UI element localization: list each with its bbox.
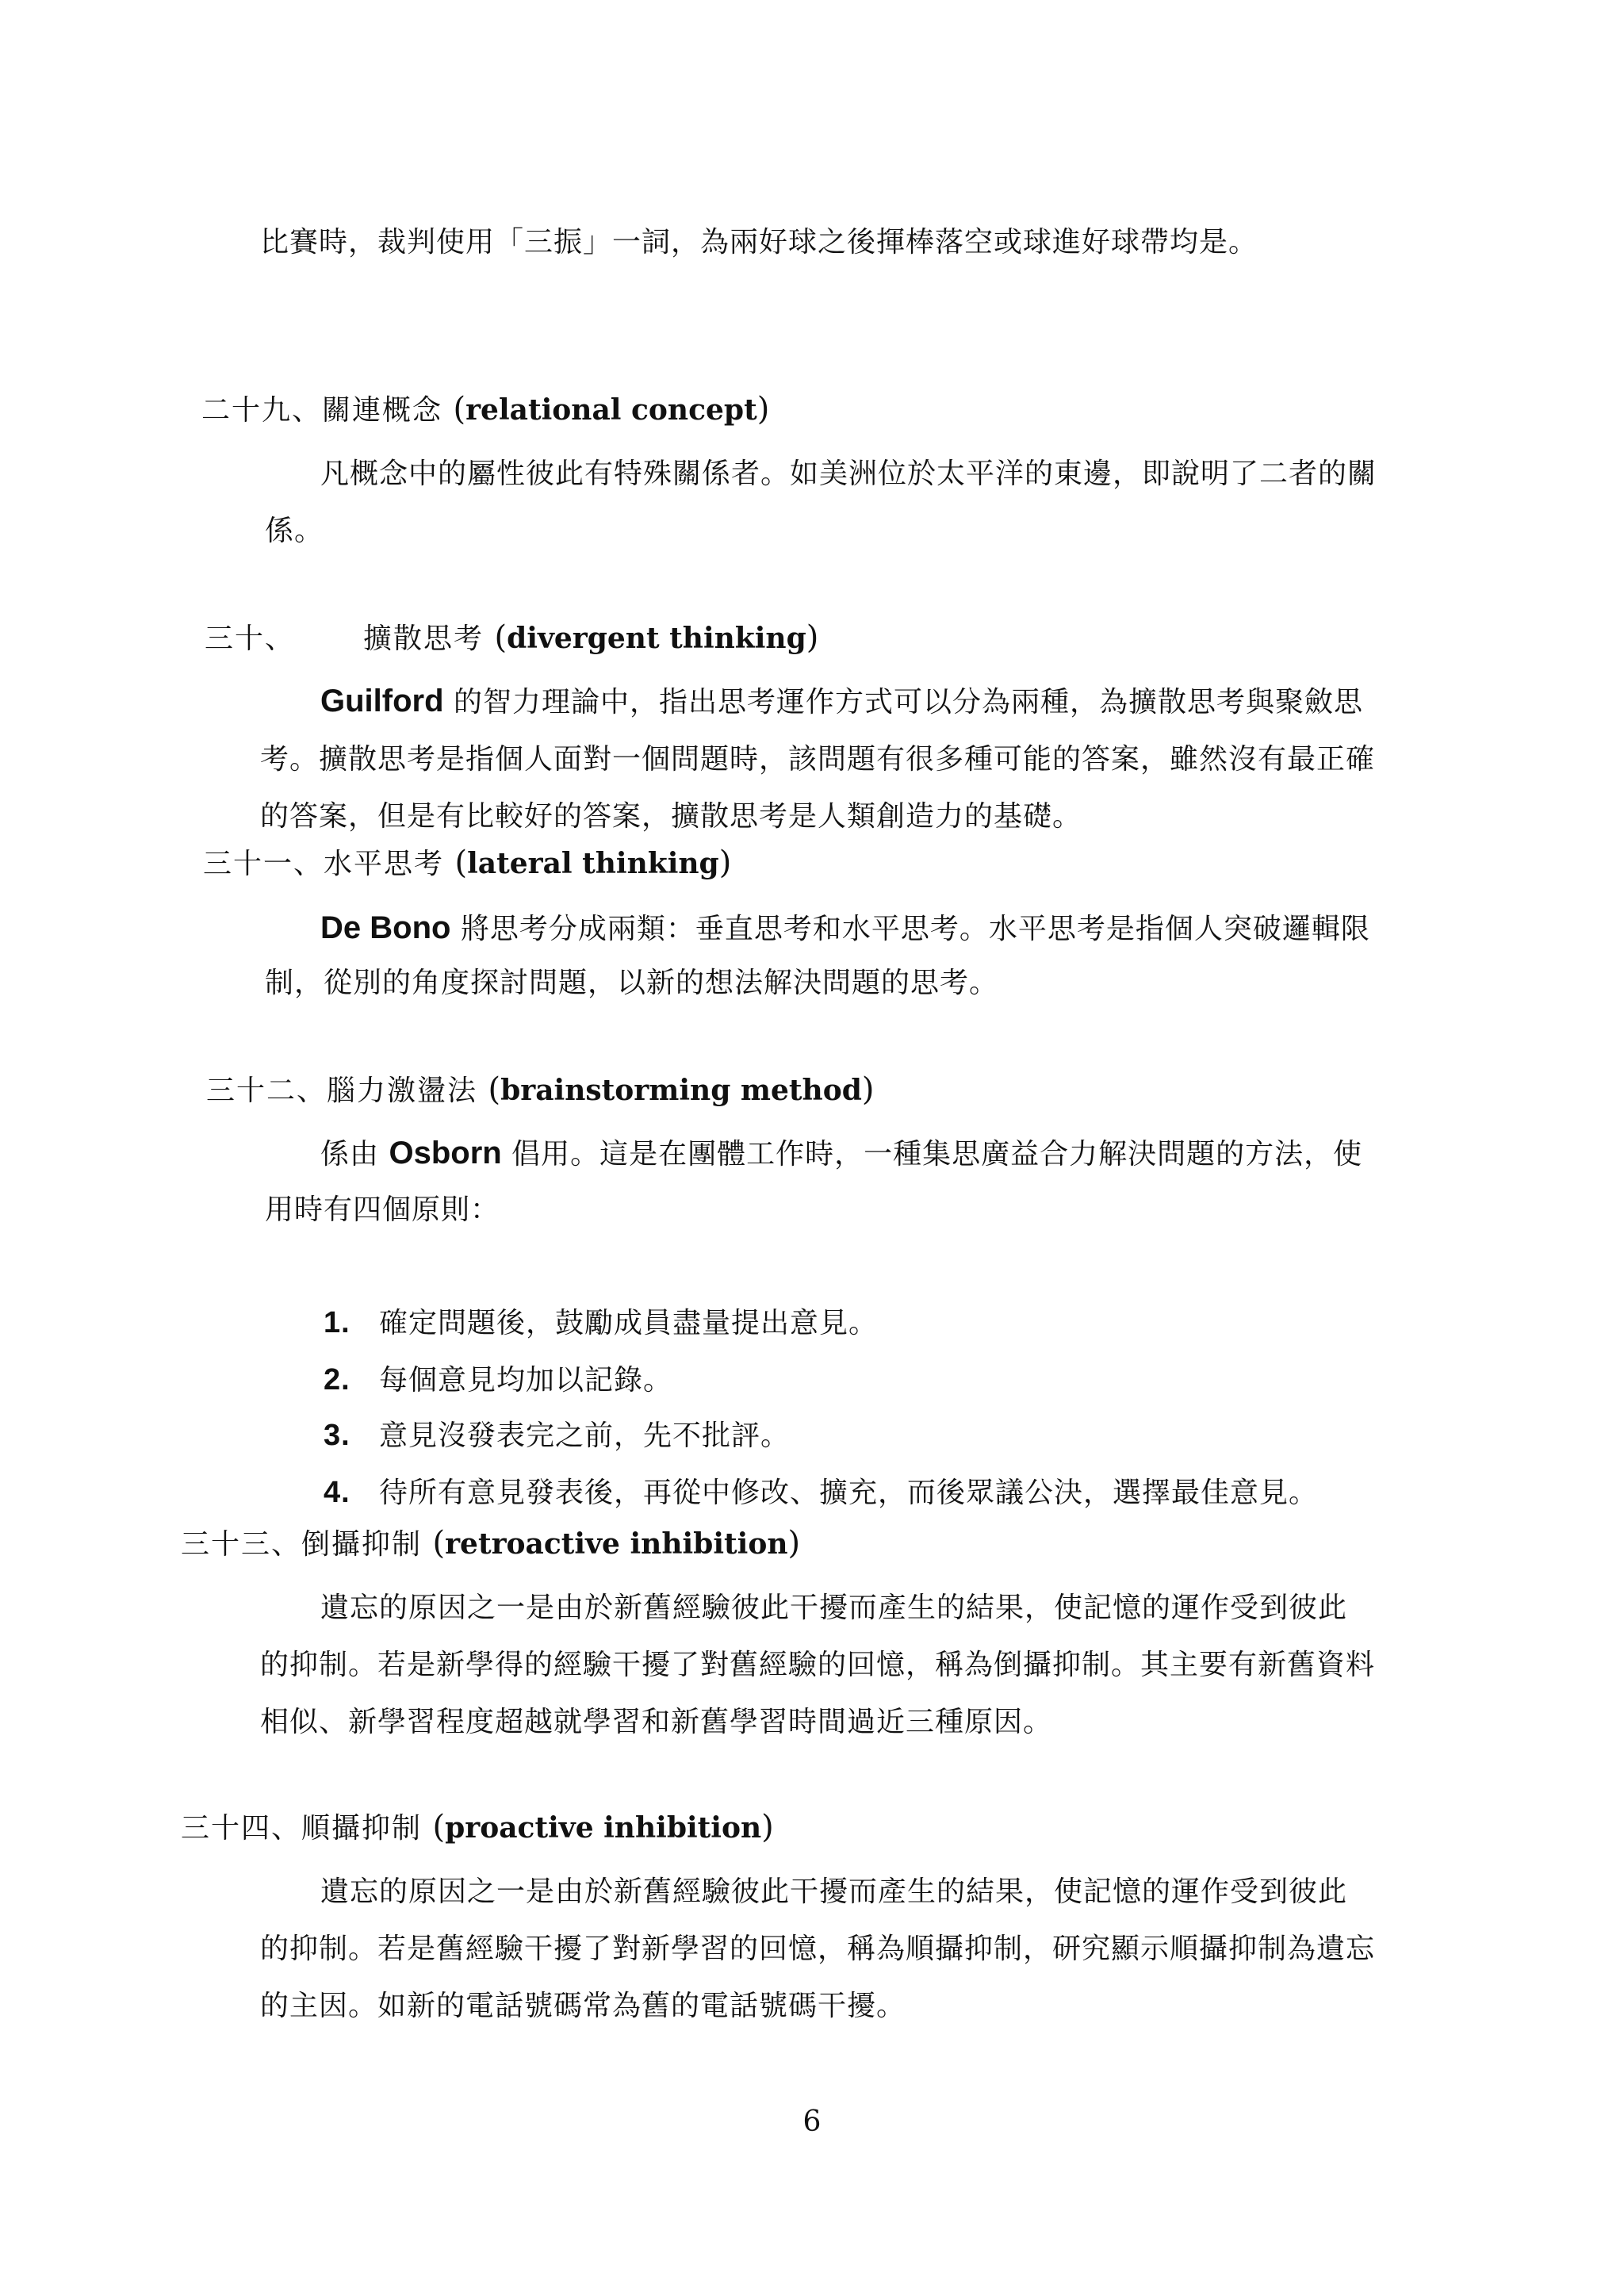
heading-30-zh: 三十、 xyxy=(205,623,296,655)
heading-32-zh: 三十二、腦力激盪法 xyxy=(206,1075,478,1107)
principle-4 xyxy=(324,1475,1318,1511)
principle-4-number: 4. xyxy=(324,1476,350,1509)
s29-line-2: 係。 xyxy=(265,515,324,547)
heading-33 xyxy=(181,1526,800,1562)
heading-31-en: lateral thinking xyxy=(467,847,719,880)
page-number: 6 xyxy=(802,2105,822,2138)
name-guilford: Guilford xyxy=(320,684,444,718)
s34-line-3: 的主因。如新的電話號碼常為舊的電話號碼干擾。 xyxy=(260,1990,906,2022)
paren-close: ) xyxy=(718,845,732,881)
paren-open: ( xyxy=(432,1809,446,1845)
s30-line-3: 的答案，但是有比較好的答案，擴散思考是人類創造力的基礎。 xyxy=(260,800,1082,833)
s31-line-1 xyxy=(320,910,1370,947)
principle-3-text: 意見沒發表完之前，先不批評。 xyxy=(379,1420,791,1452)
heading-30-zh2: 擴散思考 xyxy=(363,623,485,655)
s33-line-2: 的抑制。若是新學得的經驗干擾了對舊經驗的回憶，稱為倒攝抑制。其主要有新舊資料 xyxy=(260,1649,1376,1681)
paren-open: ( xyxy=(432,1525,446,1561)
paren-close: ) xyxy=(761,1809,774,1845)
heading-29 xyxy=(201,392,769,428)
principle-1 xyxy=(324,1305,878,1341)
intro-paragraph: 比賽時，裁判使用「三振」一詞，為兩好球之後揮棒落空或球進好球帶均是。 xyxy=(260,226,1258,259)
heading-32-en: brainstorming method xyxy=(500,1074,862,1107)
paren-close: ) xyxy=(787,1525,801,1561)
principle-2-text: 每個意見均加以記錄。 xyxy=(379,1364,673,1397)
heading-29-en: relational concept xyxy=(465,393,757,427)
heading-34-en: proactive inhibition xyxy=(445,1811,762,1845)
heading-31 xyxy=(203,845,731,882)
heading-30-en: divergent thinking xyxy=(507,622,806,655)
paren-close: ) xyxy=(806,619,819,656)
s30-line-1 xyxy=(320,684,1363,720)
paren-close: ) xyxy=(756,391,770,427)
s29-line-1: 凡概念中的屬性彼此有特殊關係者。如美洲位於太平洋的東邊，即說明了二者的關 xyxy=(320,458,1377,490)
heading-33-zh: 三十三、倒攝抑制 xyxy=(181,1528,423,1561)
principle-1-text: 確定問題後，鼓勵成員盡量提出意見。 xyxy=(379,1307,879,1339)
s30-line-2: 考。擴散思考是指個人面對一個問題時，該問題有很多種可能的答案，雖然沒有最正確 xyxy=(260,743,1376,776)
principle-2-number: 2. xyxy=(324,1363,350,1397)
s30-line-1-text: 的智力理論中，指出思考運作方式可以分為兩種，為擴散思考與聚斂思 xyxy=(453,686,1363,718)
heading-31-zh: 三十一、水平思考 xyxy=(203,848,445,880)
name-debono: De Bono xyxy=(320,910,451,945)
paren-open: ( xyxy=(453,391,466,427)
principle-2 xyxy=(324,1362,672,1398)
s31-line-1-text: 將思考分成兩類：垂直思考和水平思考。水平思考是指個人突破邏輯限 xyxy=(460,913,1370,945)
s34-line-1: 遺忘的原因之一是由於新舊經驗彼此干擾而產生的結果，使記憶的運作受到彼此 xyxy=(320,1875,1348,1908)
heading-32 xyxy=(206,1072,875,1109)
heading-34-zh: 三十四、順攝抑制 xyxy=(181,1812,423,1845)
principle-4-text: 待所有意見發表後，再從中修改、擴充，而後眾議公決，選擇最佳意見。 xyxy=(379,1477,1319,1509)
s32-line-2: 用時有四個原則： xyxy=(265,1193,500,1226)
principle-3 xyxy=(324,1418,790,1454)
principle-3-number: 3. xyxy=(324,1419,350,1452)
paren-open: ( xyxy=(488,1071,501,1108)
heading-30 xyxy=(205,620,818,657)
s33-line-1: 遺忘的原因之一是由於新舊經驗彼此干擾而產生的結果，使記憶的運作受到彼此 xyxy=(320,1592,1348,1624)
heading-29-zh: 二十九、關連概念 xyxy=(201,394,443,427)
s34-line-2: 的抑制。若是舊經驗干擾了對新學習的回憶，稱為順攝抑制，研究顯示順攝抑制為遺忘 xyxy=(260,1933,1376,1965)
heading-34 xyxy=(181,1810,774,1846)
name-osborn: Osborn xyxy=(389,1136,502,1170)
s32-line-1-pre: 係由 xyxy=(320,1138,380,1170)
paren-close: ) xyxy=(861,1071,875,1108)
s31-line-2: 制，從別的角度探討問題，以新的想法解決問題的思考。 xyxy=(265,967,999,999)
s32-line-1 xyxy=(320,1136,1362,1172)
s32-line-1-text: 倡用。這是在團體工作時，一種集思廣益合力解決問題的方法，使 xyxy=(511,1138,1363,1170)
heading-33-en: retroactive inhibition xyxy=(445,1527,788,1561)
principle-1-number: 1. xyxy=(324,1306,350,1339)
s33-line-3: 相似、新學習程度超越就學習和新舊學習時間過近三種原因。 xyxy=(260,1706,1053,1738)
paren-open: ( xyxy=(494,619,508,656)
paren-open: ( xyxy=(454,845,468,881)
